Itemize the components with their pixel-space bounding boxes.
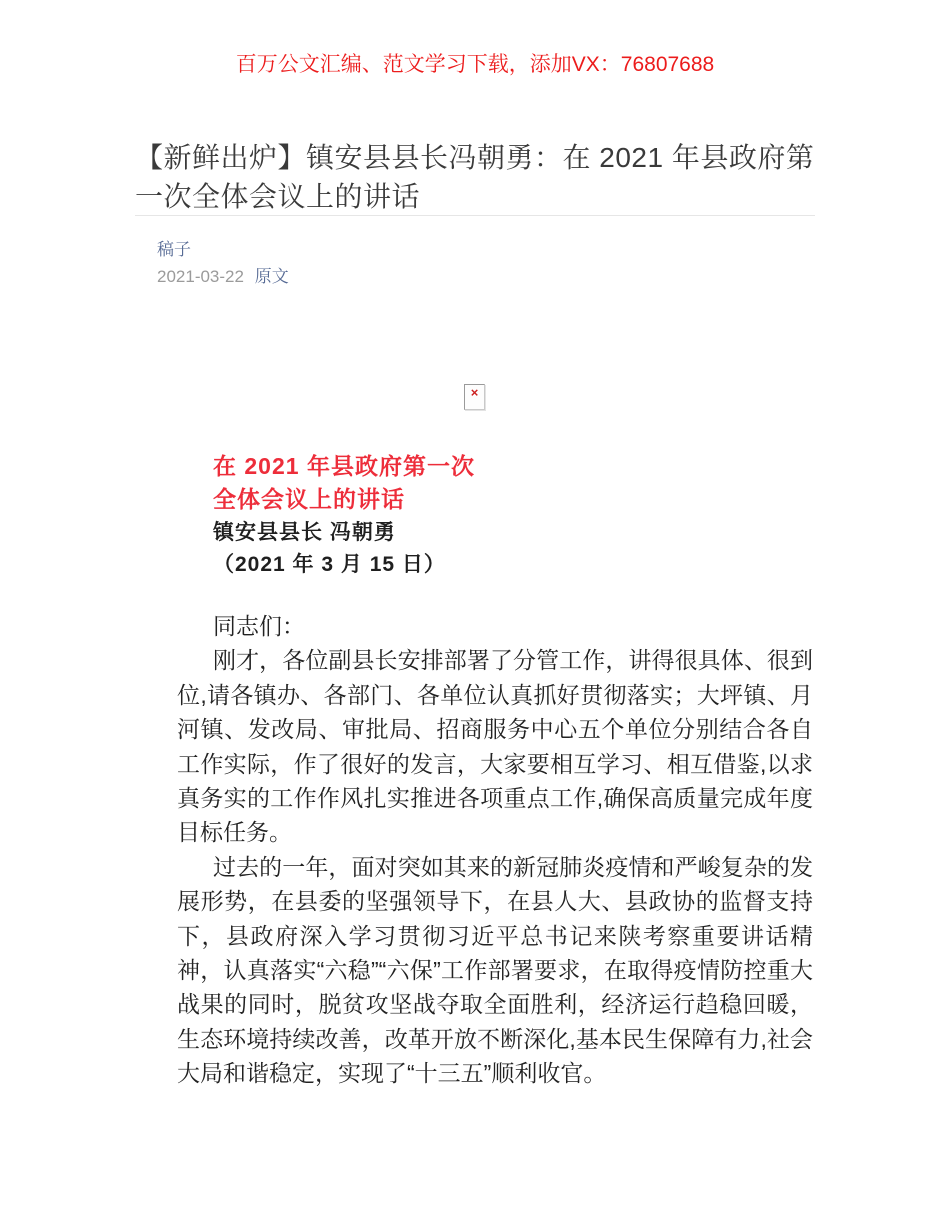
meta-row (157, 264, 289, 290)
broken-image-x-icon: × (470, 385, 479, 400)
broken-image-icon (464, 384, 485, 410)
article-meta (157, 237, 289, 290)
article-body (177, 450, 813, 1091)
paragraph: 过去的一年，面对突如其来的新冠肺炎疫情和严峻复杂的发展形势，在县委的坚强领导下，在县人大、县政协的监督支持下，县政府深入学习贯彻习近平总书记来陕考察重要讲话精神，认真落实“六稳”“六保”工作部署要求，在取得疫情防控重大战果的同时，脱贫攻坚战夺取全面胜利，经济运行趋稳回暖，生态环境持续改善，改革开放不断深化,基本民生保障有力,社会大局和谐稳定，实现了“十三五”顺利收官。 (177, 853, 813, 1087)
paragraph: 刚才，各位副县长安排部署了分管工作，讲得很具体、很到位,请各镇办、各部门、各单位认真抓好贯彻落实；大坪镇、月河镇、发改局、审批局、招商服务中心五个单位分别结合各自工作实际，作了很好的发言，大家要相互学习、相互借鉴,以求真务实的工作作风扎实推进各项重点工作,确保高质量完成年度目标任务。 (177, 647, 813, 846)
publish-date: 2021-03-22 (157, 267, 244, 286)
author-link[interactable]: 稿子 (157, 240, 191, 259)
original-article-link[interactable]: 原文 (254, 267, 289, 286)
speech-heading-line2: 全体会议上的讲话 (213, 486, 405, 512)
paragraph-salutation: 同志们： (213, 613, 305, 639)
speech-heading-line1: 在 2021 年县政府第一次 (213, 453, 475, 479)
speech-byline: 镇安县县长 冯朝勇 (213, 521, 396, 544)
article-title: 【新鲜出炉】镇安县县长冯朝勇：在 2021 年县政府第一次全体会议上的讲话 (135, 142, 815, 212)
speech-date: （2021 年 3 月 15 日） (213, 553, 446, 576)
promo-banner: 百万公文汇编、范文学习下载，添加VX：76807688 (235, 53, 715, 76)
title-divider (135, 215, 815, 216)
